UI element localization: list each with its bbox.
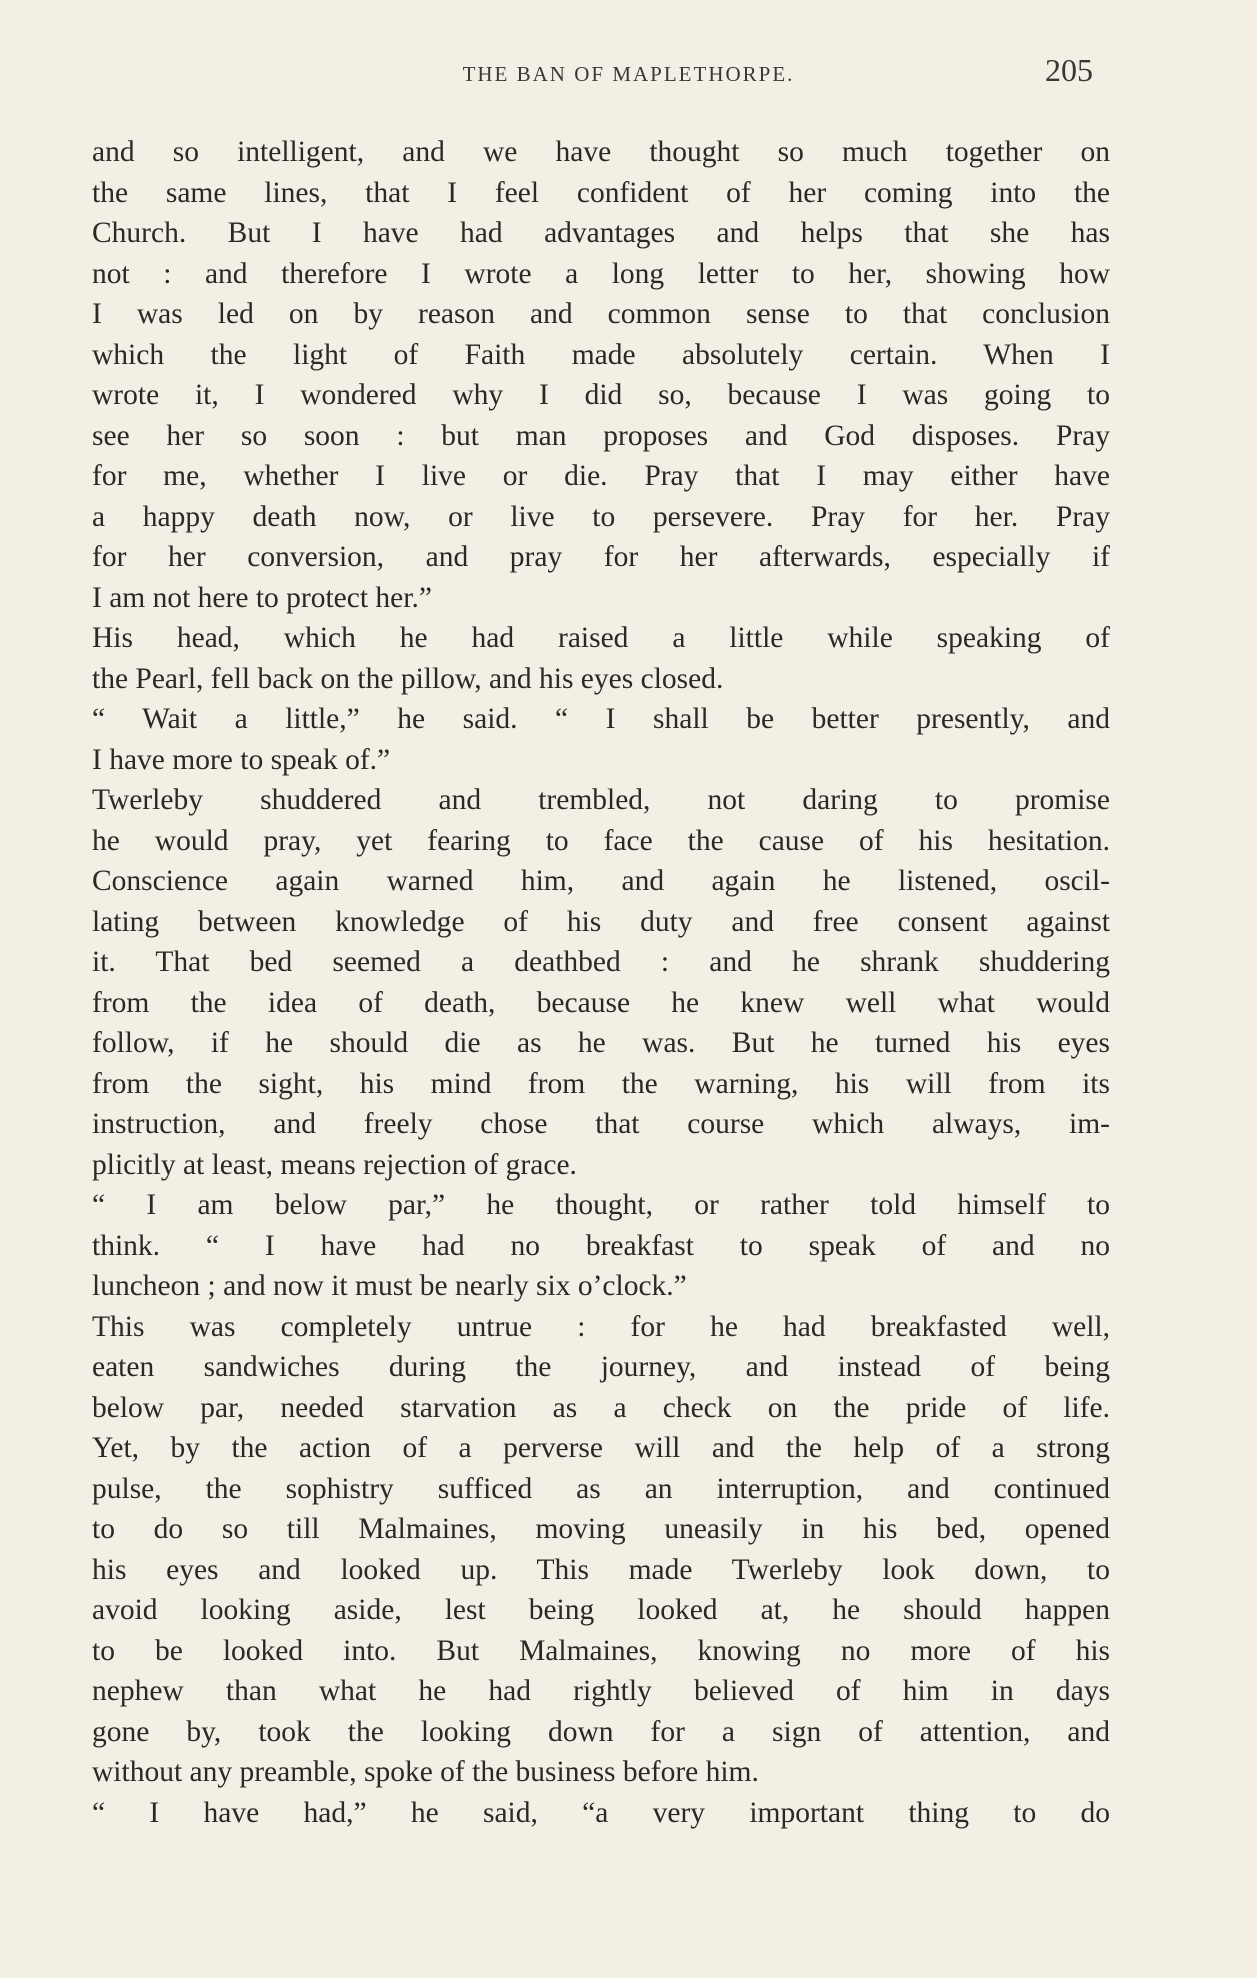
text-line: “ I am below par,” he thought, or rather told himself to — [92, 1189, 1110, 1221]
text-line: I was led on by reason and common sense to that conclusion — [92, 298, 1110, 330]
text-line: a happy death now, or live to persevere. Pray for her. Pray — [92, 500, 1110, 533]
running-head: THE BAN OF MAPLETHORPE. — [462, 62, 795, 86]
text-line: Church. But I have had advantages and helps that she has — [92, 217, 1110, 249]
text-line: see her so soon : but man proposes and God disposes. Pray — [92, 419, 1110, 452]
text-line: from the idea of death, because he knew well what would — [92, 986, 1110, 1019]
text-line: to do so till Malmaines, moving uneasily in his bed, opened — [92, 1513, 1110, 1545]
text-line: to be looked into. But Malmaines, knowing no more of his — [92, 1634, 1110, 1667]
text-line: I am not here to protect her.” — [92, 581, 432, 614]
text-line: lating between knowledge of his duty and free consent against — [92, 905, 1110, 938]
text-line: This was completely untrue : for he had breakfasted well, — [92, 1310, 1110, 1343]
text-line: nephew than what he had rightly believed of him in days — [92, 1675, 1110, 1707]
text-line: Conscience again warned him, and again he listened, oscil- — [92, 865, 1110, 897]
text-line: pulse, the sophistry sufficed as an interruption, and continued — [92, 1472, 1110, 1505]
text-line: “ I have had,” he said, “a very important thing to do — [92, 1796, 1110, 1829]
text-line: I have more to speak of.” — [92, 743, 391, 776]
text-line: for her conversion, and pray for her afterwards, especially if — [92, 541, 1110, 573]
text-line: Twerleby shuddered and trembled, not daring to promise — [92, 784, 1110, 816]
text-line: luncheon ; and now it must be nearly six o’clock.” — [92, 1270, 687, 1302]
text-line: from the sight, his mind from the warning, his will from its — [92, 1067, 1110, 1100]
text-line: wrote it, I wondered why I did so, because I was going to — [92, 379, 1110, 411]
text-line: follow, if he should die as he was. But he turned his eyes — [92, 1027, 1110, 1059]
text-line: below par, needed starvation as a check on the pride of life. — [92, 1391, 1110, 1424]
text-line: His head, which he had raised a little while speaking of — [92, 622, 1110, 654]
text-line: avoid looking aside, lest being looked at, he should happen — [92, 1594, 1110, 1626]
text-line: Yet, by the action of a perverse will and the help of a strong — [92, 1432, 1110, 1464]
text-line: the same lines, that I feel confident of her coming into the — [92, 176, 1110, 209]
text-line: he would pray, yet fearing to face the cause of his hesitation. — [92, 824, 1110, 857]
text-line: the Pearl, fell back on the pillow, and his eyes closed. — [92, 662, 724, 695]
text-line: “ Wait a little,” he said. “ I shall be better presently, and — [92, 703, 1110, 735]
text-line: his eyes and looked up. This made Twerleby look down, to — [92, 1553, 1110, 1586]
text-line: without any preamble, spoke of the business before him. — [92, 1756, 759, 1788]
text-line: plicitly at least, means rejection of grace. — [92, 1148, 577, 1181]
text-line: think. “ I have had no breakfast to speak of and no — [92, 1229, 1110, 1262]
text-line: which the light of Faith made absolutely certain. When I — [92, 338, 1110, 371]
text-line: gone by, took the looking down for a sign of attention, and — [92, 1715, 1110, 1748]
page-number: 205 — [1045, 52, 1093, 88]
text-line: eaten sandwiches during the journey, and instead of being — [92, 1351, 1110, 1383]
text-line: instruction, and freely chose that course which always, im- — [92, 1108, 1110, 1140]
text-line: and so intelligent, and we have thought so much together on — [92, 136, 1110, 168]
text-line: not : and therefore I wrote a long letter to her, showing how — [92, 257, 1110, 290]
text-line: it. That bed seemed a deathbed : and he shrank shuddering — [92, 946, 1110, 978]
text-line: for me, whether I live or die. Pray that I may either have — [92, 460, 1110, 492]
body-text — [92, 132, 1110, 1833]
